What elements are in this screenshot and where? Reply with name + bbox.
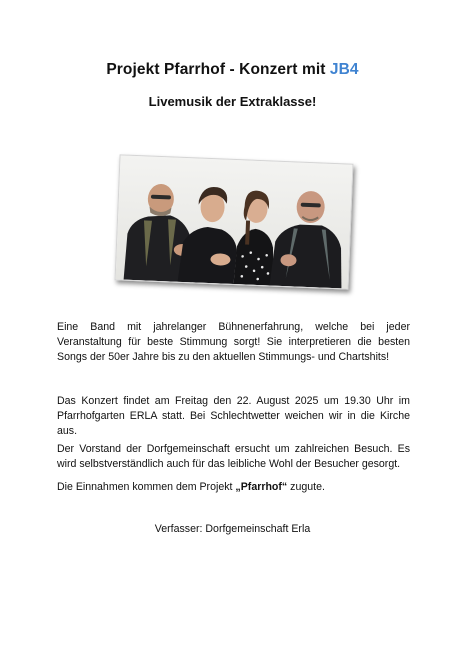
proceeds-text-after: zugute. — [287, 481, 325, 493]
project-name: „Pfarrhof“ — [235, 481, 288, 493]
date-paragraph: Das Konzert findet am Freitag den 22. August 2025 um 19.30 Uhr im Pfarrhofgarten ERLA statt. Bei Schlechtwetter weichen wir in die Kirche aus. — [57, 395, 410, 438]
proceeds-paragraph — [57, 480, 410, 495]
band-name: JB4 — [329, 61, 359, 78]
author-line: Verfasser: Dorfgemeinschaft Erla — [154, 523, 311, 535]
band-photo — [115, 154, 354, 289]
page-title — [0, 61, 465, 79]
invite-paragraph: Der Vorstand der Dorfgemeinschaft ersucht um zahlreichen Besuch. Es wird selbstverständlich auch für das leibliche Wohl der Besucher gesorgt. — [57, 443, 410, 471]
band-photo-illustration — [116, 155, 353, 288]
proceeds-text-before: Die Einnahmen kommen dem Projekt — [57, 481, 236, 493]
title-prefix: Projekt Pfarrhof - Konzert mit — [106, 61, 330, 78]
intro-paragraph: Eine Band mit jahrelanger Bühnenerfahrung, welche bei jeder Veranstaltung für beste Stimmung sorgt! Sie interpretieren die besten Songs der 50er Jahre bis zu den aktuellen Stimmungs- und Chartshits! — [57, 321, 410, 364]
page-subtitle: Livemusik der Extraklasse! — [148, 94, 317, 109]
